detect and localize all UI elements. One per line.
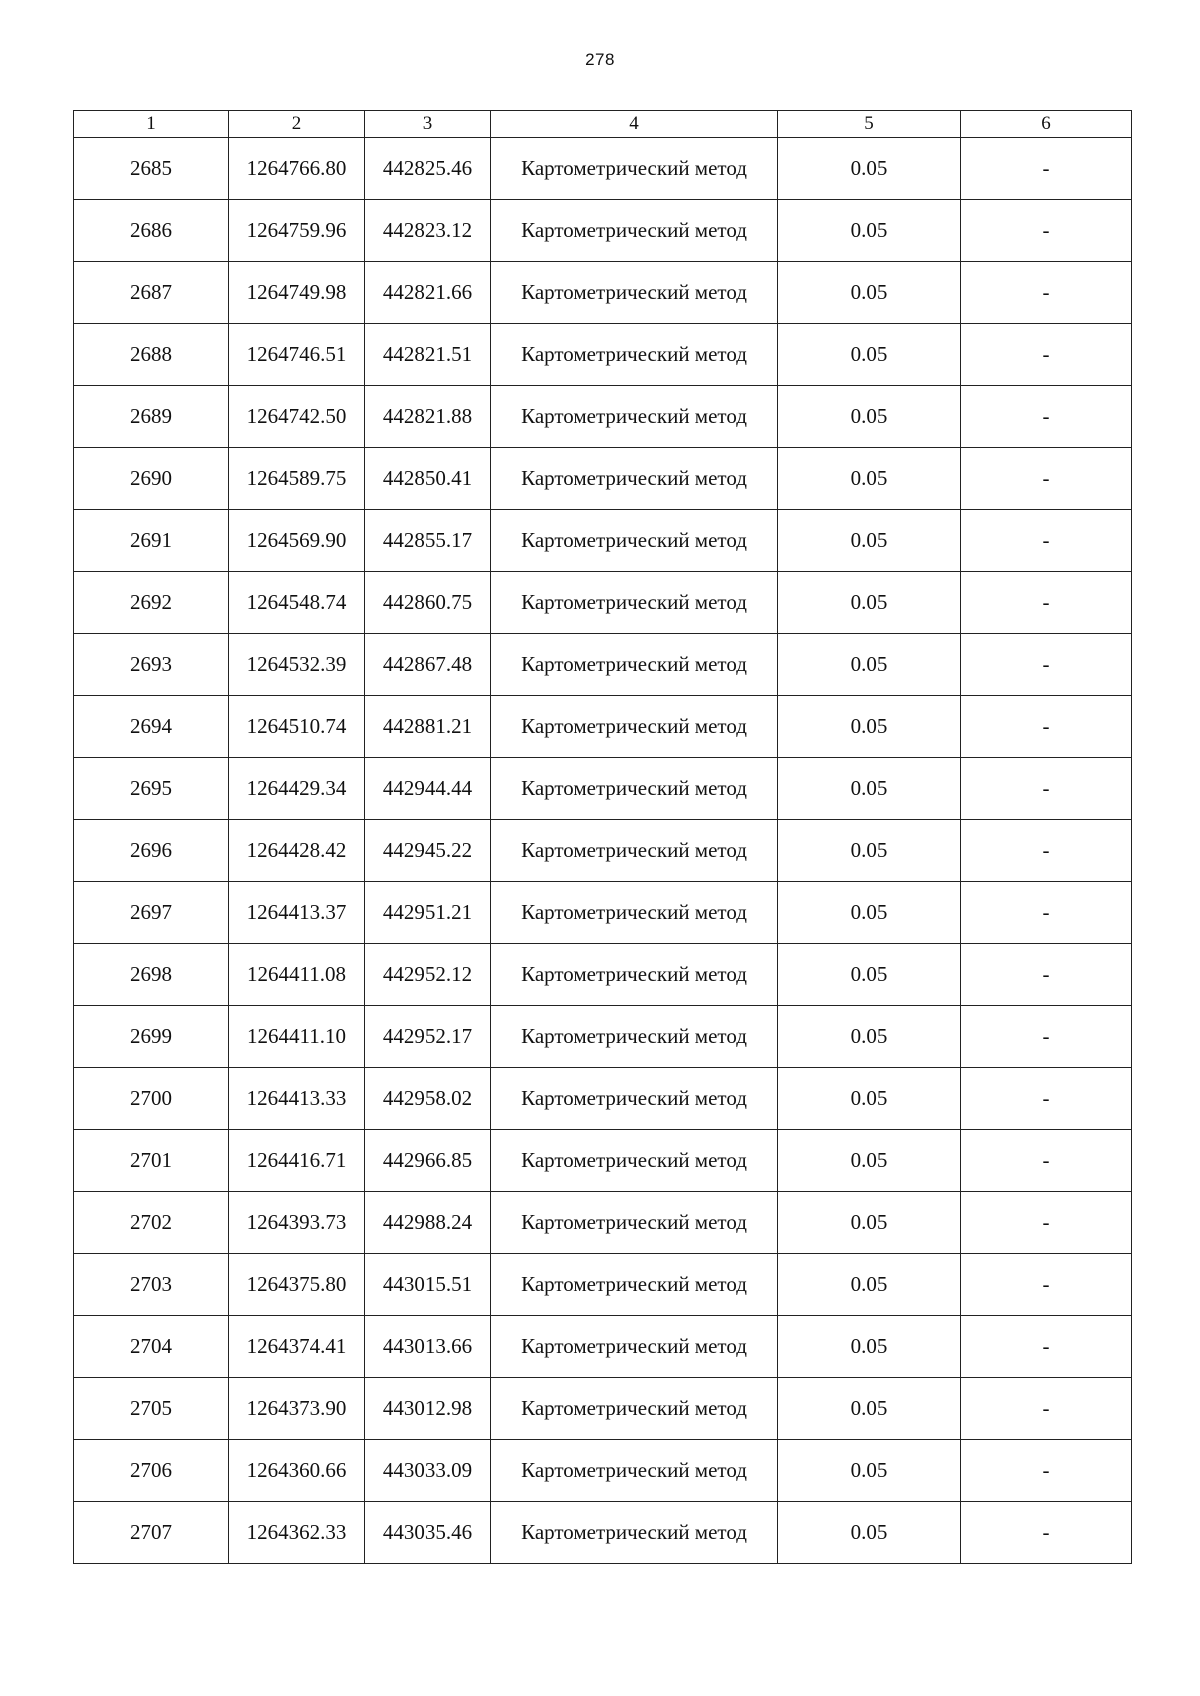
note-cell: - (961, 1254, 1132, 1316)
table-row (74, 1502, 1132, 1564)
table-row (74, 758, 1132, 820)
x-coordinate-cell: 1264393.73 (229, 1192, 365, 1254)
point-number-cell: 2702 (74, 1192, 229, 1254)
method-cell: Картометрический метод (491, 696, 778, 758)
accuracy-cell: 0.05 (778, 1192, 961, 1254)
y-coordinate-cell: 442823.12 (365, 200, 491, 262)
y-coordinate-cell: 442821.88 (365, 386, 491, 448)
point-number-cell: 2688 (74, 324, 229, 386)
table-row (74, 1440, 1132, 1502)
accuracy-cell: 0.05 (778, 262, 961, 324)
table-row (74, 1316, 1132, 1378)
x-coordinate-cell: 1264759.96 (229, 200, 365, 262)
note-cell: - (961, 1130, 1132, 1192)
note-cell: - (961, 448, 1132, 510)
method-cell: Картометрический метод (491, 1130, 778, 1192)
point-number-cell: 2699 (74, 1006, 229, 1068)
table-row (74, 262, 1132, 324)
accuracy-cell: 0.05 (778, 1502, 961, 1564)
accuracy-cell: 0.05 (778, 758, 961, 820)
x-coordinate-cell: 1264413.37 (229, 882, 365, 944)
accuracy-cell: 0.05 (778, 138, 961, 200)
note-cell: - (961, 324, 1132, 386)
table-row (74, 1254, 1132, 1316)
y-coordinate-cell: 443015.51 (365, 1254, 491, 1316)
method-cell: Картометрический метод (491, 944, 778, 1006)
x-coordinate-cell: 1264428.42 (229, 820, 365, 882)
accuracy-cell: 0.05 (778, 882, 961, 944)
x-coordinate-cell: 1264360.66 (229, 1440, 365, 1502)
point-number-cell: 2703 (74, 1254, 229, 1316)
note-cell: - (961, 1192, 1132, 1254)
header-cell-6: 6 (961, 111, 1132, 138)
y-coordinate-cell: 442867.48 (365, 634, 491, 696)
coordinates-table (73, 110, 1132, 1564)
table-row (74, 696, 1132, 758)
method-cell: Картометрический метод (491, 572, 778, 634)
table-row (74, 200, 1132, 262)
table-row (74, 1068, 1132, 1130)
method-cell: Картометрический метод (491, 448, 778, 510)
table-body (74, 138, 1132, 1564)
method-cell: Картометрический метод (491, 200, 778, 262)
x-coordinate-cell: 1264374.41 (229, 1316, 365, 1378)
note-cell: - (961, 1068, 1132, 1130)
note-cell: - (961, 634, 1132, 696)
accuracy-cell: 0.05 (778, 200, 961, 262)
point-number-cell: 2700 (74, 1068, 229, 1130)
point-number-cell: 2692 (74, 572, 229, 634)
accuracy-cell: 0.05 (778, 634, 961, 696)
y-coordinate-cell: 442944.44 (365, 758, 491, 820)
point-number-cell: 2687 (74, 262, 229, 324)
method-cell: Картометрический метод (491, 138, 778, 200)
y-coordinate-cell: 442860.75 (365, 572, 491, 634)
method-cell: Картометрический метод (491, 634, 778, 696)
point-number-cell: 2704 (74, 1316, 229, 1378)
table-row (74, 1192, 1132, 1254)
point-number-cell: 2701 (74, 1130, 229, 1192)
note-cell: - (961, 572, 1132, 634)
x-coordinate-cell: 1264548.74 (229, 572, 365, 634)
table-row (74, 1378, 1132, 1440)
method-cell: Картометрический метод (491, 386, 778, 448)
x-coordinate-cell: 1264569.90 (229, 510, 365, 572)
table-row (74, 882, 1132, 944)
y-coordinate-cell: 442855.17 (365, 510, 491, 572)
accuracy-cell: 0.05 (778, 1068, 961, 1130)
point-number-cell: 2696 (74, 820, 229, 882)
note-cell: - (961, 1316, 1132, 1378)
accuracy-cell: 0.05 (778, 1130, 961, 1192)
y-coordinate-cell: 443033.09 (365, 1440, 491, 1502)
method-cell: Картометрический метод (491, 882, 778, 944)
point-number-cell: 2694 (74, 696, 229, 758)
note-cell: - (961, 386, 1132, 448)
x-coordinate-cell: 1264589.75 (229, 448, 365, 510)
method-cell: Картометрический метод (491, 324, 778, 386)
method-cell: Картометрический метод (491, 820, 778, 882)
note-cell: - (961, 696, 1132, 758)
accuracy-cell: 0.05 (778, 820, 961, 882)
note-cell: - (961, 1440, 1132, 1502)
table-header (74, 111, 1132, 138)
note-cell: - (961, 944, 1132, 1006)
page-number: 278 (585, 50, 615, 69)
accuracy-cell: 0.05 (778, 1378, 961, 1440)
x-coordinate-cell: 1264746.51 (229, 324, 365, 386)
header-row (74, 111, 1132, 138)
point-number-cell: 2707 (74, 1502, 229, 1564)
y-coordinate-cell: 442821.66 (365, 262, 491, 324)
header-cell-5: 5 (778, 111, 961, 138)
y-coordinate-cell: 442945.22 (365, 820, 491, 882)
point-number-cell: 2705 (74, 1378, 229, 1440)
x-coordinate-cell: 1264510.74 (229, 696, 365, 758)
method-cell: Картометрический метод (491, 510, 778, 572)
y-coordinate-cell: 442966.85 (365, 1130, 491, 1192)
header-cell-1: 1 (74, 111, 229, 138)
accuracy-cell: 0.05 (778, 386, 961, 448)
y-coordinate-cell: 442850.41 (365, 448, 491, 510)
note-cell: - (961, 262, 1132, 324)
y-coordinate-cell: 442988.24 (365, 1192, 491, 1254)
table-row (74, 324, 1132, 386)
note-cell: - (961, 882, 1132, 944)
table-row (74, 448, 1132, 510)
x-coordinate-cell: 1264742.50 (229, 386, 365, 448)
table-row (74, 510, 1132, 572)
y-coordinate-cell: 443012.98 (365, 1378, 491, 1440)
accuracy-cell: 0.05 (778, 1440, 961, 1502)
accuracy-cell: 0.05 (778, 1254, 961, 1316)
method-cell: Картометрический метод (491, 1440, 778, 1502)
note-cell: - (961, 1006, 1132, 1068)
method-cell: Картометрический метод (491, 1192, 778, 1254)
y-coordinate-cell: 442951.21 (365, 882, 491, 944)
y-coordinate-cell: 442952.12 (365, 944, 491, 1006)
note-cell: - (961, 138, 1132, 200)
table-row (74, 572, 1132, 634)
header-cell-3: 3 (365, 111, 491, 138)
accuracy-cell: 0.05 (778, 572, 961, 634)
accuracy-cell: 0.05 (778, 1006, 961, 1068)
table-row (74, 1006, 1132, 1068)
method-cell: Картометрический метод (491, 758, 778, 820)
point-number-cell: 2689 (74, 386, 229, 448)
x-coordinate-cell: 1264413.33 (229, 1068, 365, 1130)
x-coordinate-cell: 1264373.90 (229, 1378, 365, 1440)
note-cell: - (961, 200, 1132, 262)
note-cell: - (961, 1378, 1132, 1440)
y-coordinate-cell: 443035.46 (365, 1502, 491, 1564)
accuracy-cell: 0.05 (778, 1316, 961, 1378)
y-coordinate-cell: 443013.66 (365, 1316, 491, 1378)
x-coordinate-cell: 1264766.80 (229, 138, 365, 200)
method-cell: Картометрический метод (491, 1378, 778, 1440)
x-coordinate-cell: 1264411.08 (229, 944, 365, 1006)
accuracy-cell: 0.05 (778, 448, 961, 510)
x-coordinate-cell: 1264375.80 (229, 1254, 365, 1316)
table-row (74, 138, 1132, 200)
table-row (74, 386, 1132, 448)
accuracy-cell: 0.05 (778, 944, 961, 1006)
y-coordinate-cell: 442958.02 (365, 1068, 491, 1130)
header-cell-4: 4 (491, 111, 778, 138)
x-coordinate-cell: 1264411.10 (229, 1006, 365, 1068)
method-cell: Картометрический метод (491, 262, 778, 324)
method-cell: Картометрический метод (491, 1502, 778, 1564)
point-number-cell: 2706 (74, 1440, 229, 1502)
y-coordinate-cell: 442821.51 (365, 324, 491, 386)
note-cell: - (961, 758, 1132, 820)
method-cell: Картометрический метод (491, 1254, 778, 1316)
note-cell: - (961, 1502, 1132, 1564)
method-cell: Картометрический метод (491, 1006, 778, 1068)
point-number-cell: 2693 (74, 634, 229, 696)
point-number-cell: 2690 (74, 448, 229, 510)
method-cell: Картометрический метод (491, 1316, 778, 1378)
point-number-cell: 2685 (74, 138, 229, 200)
note-cell: - (961, 510, 1132, 572)
point-number-cell: 2691 (74, 510, 229, 572)
x-coordinate-cell: 1264532.39 (229, 634, 365, 696)
y-coordinate-cell: 442881.21 (365, 696, 491, 758)
accuracy-cell: 0.05 (778, 324, 961, 386)
table-row (74, 634, 1132, 696)
table-row (74, 944, 1132, 1006)
point-number-cell: 2686 (74, 200, 229, 262)
y-coordinate-cell: 442825.46 (365, 138, 491, 200)
point-number-cell: 2695 (74, 758, 229, 820)
header-cell-2: 2 (229, 111, 365, 138)
table-row (74, 1130, 1132, 1192)
x-coordinate-cell: 1264749.98 (229, 262, 365, 324)
table-row (74, 820, 1132, 882)
method-cell: Картометрический метод (491, 1068, 778, 1130)
x-coordinate-cell: 1264429.34 (229, 758, 365, 820)
accuracy-cell: 0.05 (778, 696, 961, 758)
x-coordinate-cell: 1264362.33 (229, 1502, 365, 1564)
accuracy-cell: 0.05 (778, 510, 961, 572)
x-coordinate-cell: 1264416.71 (229, 1130, 365, 1192)
point-number-cell: 2698 (74, 944, 229, 1006)
y-coordinate-cell: 442952.17 (365, 1006, 491, 1068)
point-number-cell: 2697 (74, 882, 229, 944)
note-cell: - (961, 820, 1132, 882)
